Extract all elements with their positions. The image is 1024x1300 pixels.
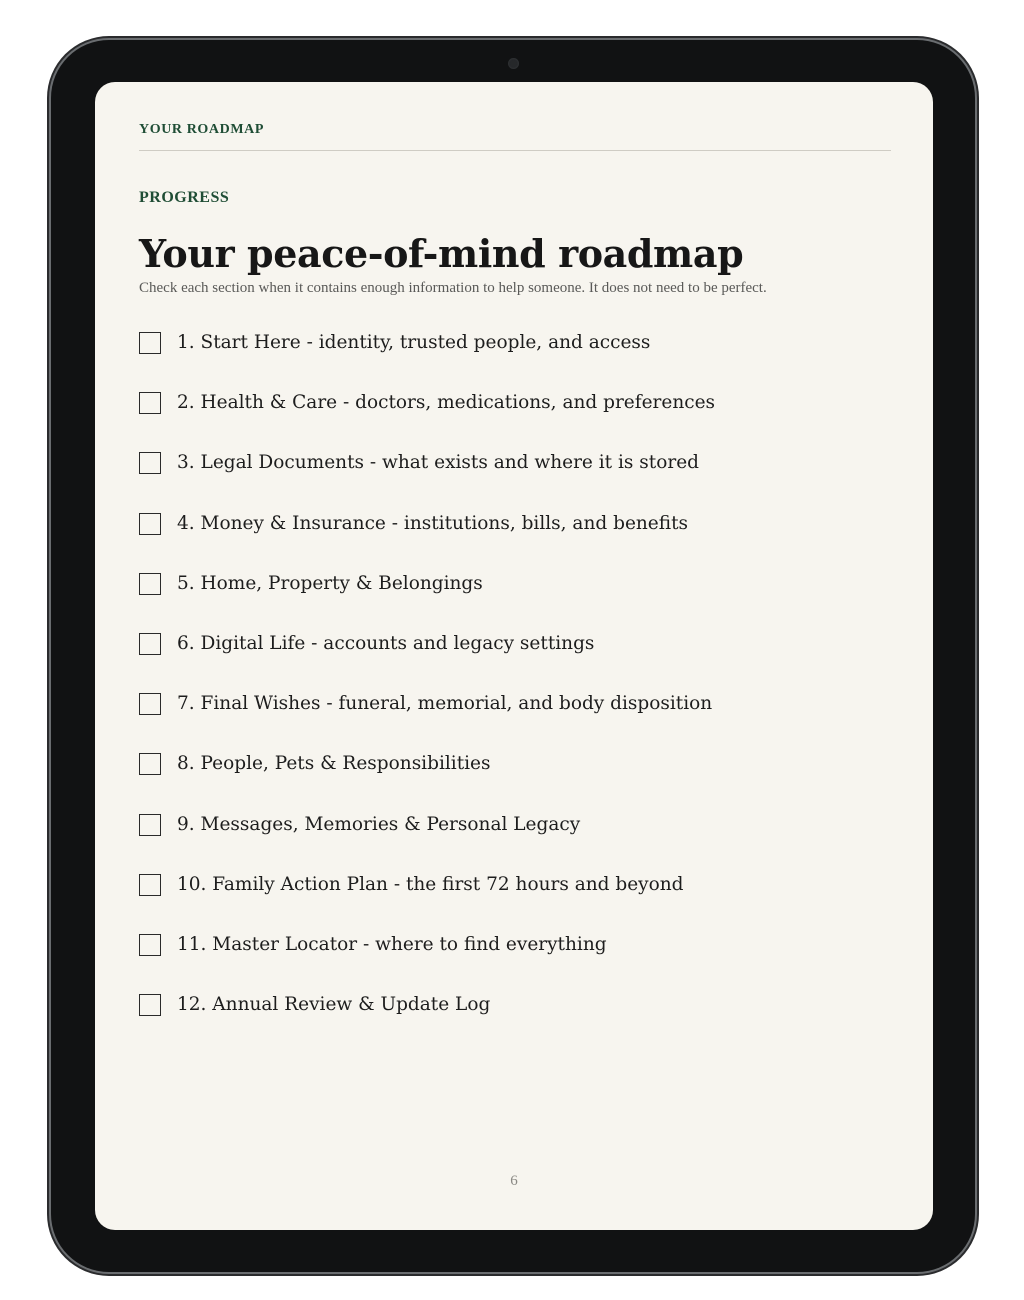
checklist-item[interactable] xyxy=(139,390,891,416)
section-label: PROGRESS xyxy=(139,189,230,206)
checkbox[interactable] xyxy=(139,633,161,655)
checklist-item[interactable] xyxy=(139,571,891,597)
checkbox[interactable] xyxy=(139,753,161,775)
screen xyxy=(95,82,933,1230)
checkbox[interactable] xyxy=(139,874,161,896)
checklist-item-label: 11. Master Locator - where to find everything xyxy=(177,933,607,955)
checklist-item-label: 1. Start Here - identity, trusted people, and access xyxy=(177,332,651,353)
checklist-item[interactable] xyxy=(139,450,891,476)
checklist-item[interactable] xyxy=(139,932,891,958)
page-number: 6 xyxy=(510,1173,518,1189)
checklist-item-label: 4. Money & Insurance - institutions, bills, and benefits xyxy=(177,512,689,534)
checkbox[interactable] xyxy=(139,513,161,535)
checkbox[interactable] xyxy=(139,573,161,595)
checkbox[interactable] xyxy=(139,994,161,1016)
page-subtitle: Check each section when it contains enough information to help someone. It does not need to be perfect. xyxy=(139,280,767,296)
page-title: Your peace-of-mind roadmap xyxy=(139,231,744,276)
header-divider xyxy=(139,150,891,151)
checklist-item[interactable] xyxy=(139,812,891,838)
document-page xyxy=(139,118,891,1052)
checklist-item[interactable] xyxy=(139,751,891,777)
checklist-item[interactable] xyxy=(139,511,891,537)
checklist-item[interactable] xyxy=(139,631,891,657)
running-header: YOUR ROADMAP xyxy=(139,122,265,137)
checklist-item[interactable] xyxy=(139,872,891,898)
checkbox[interactable] xyxy=(139,934,161,956)
checkbox[interactable] xyxy=(139,332,161,354)
checklist-item-label: 12. Annual Review & Update Log xyxy=(177,994,491,1016)
front-camera xyxy=(508,58,519,69)
tablet-device xyxy=(51,40,975,1272)
checkbox[interactable] xyxy=(139,814,161,836)
checklist-item-label: 8. People, Pets & Responsibilities xyxy=(177,753,491,775)
checkbox[interactable] xyxy=(139,693,161,715)
checklist-item-label: 7. Final Wishes - funeral, memorial, and body disposition xyxy=(177,693,713,715)
checklist-item-label: 9. Messages, Memories & Personal Legacy xyxy=(177,813,581,835)
checklist-item-label: 2. Health & Care - doctors, medications, and preferences xyxy=(177,392,716,414)
checkbox[interactable] xyxy=(139,452,161,474)
checklist-item-label: 3. Legal Documents - what exists and where it is stored xyxy=(177,452,699,474)
checklist-item[interactable] xyxy=(139,691,891,717)
checklist-item-label: 6. Digital Life - accounts and legacy settings xyxy=(177,632,595,654)
checklist-item-label: 5. Home, Property & Belongings xyxy=(177,572,483,594)
roadmap-checklist xyxy=(139,330,891,1018)
checklist-item-label: 10. Family Action Plan - the first 72 hours and beyond xyxy=(177,873,684,895)
checklist-item[interactable] xyxy=(139,992,891,1018)
checkbox[interactable] xyxy=(139,392,161,414)
checklist-item[interactable] xyxy=(139,330,891,356)
